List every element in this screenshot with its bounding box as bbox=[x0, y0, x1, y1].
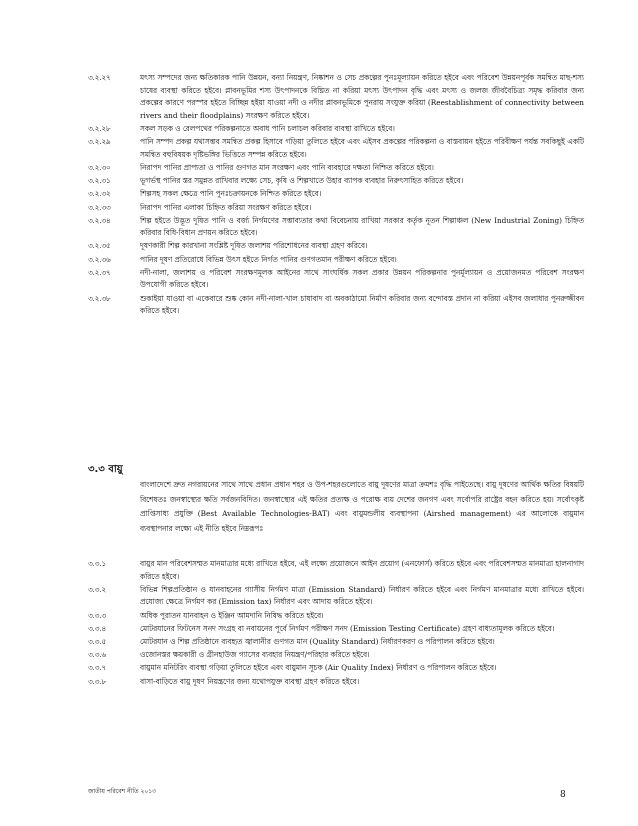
policy-item bbox=[88, 293, 584, 318]
item-text: মৎস্য সম্পদের জন্য ক্ষতিকারক পানি উন্নয়ন, বন্যা নিয়ন্ত্রণ, নিষ্কাশন ও সেচ প্রকল্পের পুনঃমূল্যায়ন করিতে হইবে এবং পরিবেশ উন্নয়নপূর্বক সমন্বিত মাছ-শস্য চাষের ব্যবস্থা করিতে হইবে। প্লাবনভূমির শস্য উৎপাদনকে বিঘ্নিত না করিয়া মৎস্য উৎপাদন বৃদ্ধি এবং মৎস্য ও জলজ জীববৈচিত্র্য সমৃদ্ধ করিবার জন্য প্রকল্পের কারণে পরস্পর হইতে বিচ্ছিন্ন হইয়া যাওয়া নদী ও নদীর প্লাবনভূমিকে পুনরায় সংযুক্ত করিয়া (Reestablishment of connectivity between rivers and their floodplains) সংরক্ষণ করিতে হইবে। bbox=[140, 73, 584, 120]
policy-item bbox=[88, 662, 584, 675]
item-number: ৩.২.২৮ bbox=[88, 123, 111, 133]
air-intro-paragraph: বাংলাদেশে দ্রুত নগরায়নের সাথে সাথে প্রধান প্রধান শহর ও উপ-শহরগুলোতে বায়ু দূষণের মাত্রা ক্রমশঃ বৃদ্ধি পাইতেছে। বায়ু দূষণের আর্থিক ক্ষতির বিষয়টি বিশেষতঃ জনস্বাস্থ্যের ক্ষতি সর্বজনবিদিত। জনস্বাস্থ্যের এই ক্ষতির প্রত্যক্ষ ও পরোক্ষ ব্যয় দেশের জনগণ এবং সর্বোপরি রাষ্ট্রের বহন করিতে হয়। সর্বোৎকৃষ্ট প্রাপ্তিসাধ্য প্রযুক্তি (Best Available Technologies-BAT) এবং বায়ুমন্ডলীয় ব্যবস্থাপনা (Airshed management) এর আলোকে বায়ুমান ব্যবস্থাপনার লক্ষ্যে এই নীতি হইবে নিম্নরূপঃ bbox=[140, 480, 584, 533]
item-text: শিল্প হইতে উদ্ভূত দূষিত পানি ও বর্জ্য নির্গমণের সম্ভাব্যতার কথা বিবেচনায় রাখিয়া সরকার কর্তৃক নূতন শিল্পাঞ্চল (New Industrial Zoning) চিহ্নিত করিবার বিধি-বিধান প্রণয়ন করিতে হইবে। bbox=[140, 215, 584, 238]
policy-item bbox=[88, 610, 584, 623]
item-number: ৩.২.৩৭ bbox=[88, 267, 111, 277]
item-text: মোটরযান ও শিল্প প্রতিষ্ঠানে ব্যবহৃত জ্বালানীর গুণগত মান (Quality Standard) নির্ধারণকরণ ও পরিপালন করিতে হইবে। bbox=[140, 636, 495, 646]
item-text: সকল সড়ক ও রেলপথের পরিকল্পনাতে অবাধ পানি চলাচল করিবার ব্যবস্থা রাখিতে হইবে। bbox=[140, 123, 395, 133]
item-number: ৩.২.৩৮ bbox=[88, 293, 111, 303]
section-heading-air: ৩.৩ বায়ু bbox=[88, 464, 123, 475]
item-number: ৩.২.৩২ bbox=[88, 189, 111, 199]
policy-item bbox=[88, 215, 584, 240]
policy-item bbox=[88, 649, 584, 662]
policy-item bbox=[88, 636, 584, 649]
item-number: ৩.৩.৭ bbox=[88, 663, 106, 673]
item-text: মোটরযানের ফিটনেস সনদ সংগ্রহ বা নবায়নের পূর্বে নির্গমণ পরীক্ষণ সনদ (Emission Testing Certificate) গ্রহণ বাধ্যতামূলক করিতে হইবে। bbox=[140, 623, 555, 633]
item-number: ৩.২.২৯ bbox=[88, 137, 111, 147]
item-text: নিরাপদ পানির এলাকা চিহ্নিত করিয়া সংরক্ষণ করিতে হইবে। bbox=[140, 202, 312, 212]
item-number: ৩.৩.৩ bbox=[88, 610, 106, 620]
item-text: ওজোনস্তর ক্ষয়কারী ও গ্রীনহাউজ গ্যাসের ব্যবহার নিয়ন্ত্রণ/পরিহার করিতে হইবে। bbox=[140, 650, 370, 660]
policy-item bbox=[88, 267, 584, 292]
item-text: বাসা-বাড়িতে বায়ু দূষণ নিয়ন্ত্রণের জন্য যথোপযুক্ত ব্যবস্থা গ্রহণ করিতে হইবে। bbox=[140, 676, 360, 686]
item-number: ৩.৩.৬ bbox=[88, 650, 106, 660]
policy-item bbox=[88, 240, 584, 253]
policy-item bbox=[88, 254, 584, 267]
item-number: ৩.২.২৭ bbox=[88, 73, 111, 82]
item-number: ৩.২.৩০ bbox=[88, 162, 111, 172]
item-number: ৩.২.৩১ bbox=[88, 176, 111, 186]
policy-item bbox=[88, 162, 584, 175]
policy-item bbox=[88, 558, 584, 583]
item-number: ৩.৩.২ bbox=[88, 584, 106, 594]
item-number: ৩.৩.৪ bbox=[88, 623, 106, 633]
item-number: ৩.২.৩৪ bbox=[88, 215, 111, 225]
item-text: অধিক পুরাতন যানবাহন ও ইঞ্জিন আমদানি নিষিদ্ধ করিতে হইবে। bbox=[140, 610, 324, 620]
item-number: ৩.৩.১ bbox=[88, 559, 106, 568]
policy-item bbox=[88, 584, 584, 609]
policy-item bbox=[88, 676, 584, 689]
item-text: বায়ুমান মনিটরিং ব্যবস্থা গড়িয়া তুলিতে হইবে এবং বায়ুমান সূচক (Air Quality Index) নির্ধারণ ও পরিপালন করিতে হইবে। bbox=[140, 663, 497, 673]
policy-item bbox=[88, 123, 584, 136]
item-text: নদী-নালা, জলাশয় ও পরিবেশ সংরক্ষণমূলক আইনের সাথে সাংঘর্ষিক সকল প্রকার উন্নয়ন পরিকল্পনার পুনর্মূল্যায়ন ও প্রয়োজনমত পরিবেশ সংরক্ষণ উপযোগী করিতে হইবে। bbox=[140, 267, 584, 290]
policy-item bbox=[88, 202, 584, 215]
policy-item bbox=[88, 188, 584, 201]
item-text: শিল্পসহ সকল ক্ষেত্রে পানি পুনঃচক্রায়নকে নিশ্চিত করিতে হইবে। bbox=[140, 189, 322, 199]
item-text: পানির দূষণ প্রতিরোধে বিভিন্ন উৎস হইতে নির্গত পানির গুণগতমান পরীক্ষণ করিতে হইবে। bbox=[140, 254, 397, 264]
item-number: ৩.২.৩৬ bbox=[88, 254, 111, 264]
item-number: ৩.২.৩৫ bbox=[88, 241, 111, 251]
item-text: বিভিন্ন শিল্পপ্রতিষ্ঠান ও যানবাহনের গ্যাসীয় নির্গমণ মাত্রা (Emission Standard) নির্ধারণ করিতে হইবে এবং নির্গমণ মানমাত্রার মধ্যে রাখিতে হইবে। প্রযোজ্য ক্ষেত্রে নির্গমণ কর (Emission tax) নির্ধারণ এবং আদায় করিতে হইবে। bbox=[140, 584, 584, 607]
page-number: 8 bbox=[560, 790, 566, 800]
item-text: ভূগর্ভস্থ পানির স্তর সমুন্নত রাখিবার লক্ষ্যে সেচ, কৃষি ও শিল্পখাতে উহার ব্যাপক ব্যবহার নিরুৎসাহিত করিতে হইবে। bbox=[140, 176, 464, 186]
item-text: শুকাইয়া যাওয়া বা একেবারে শুষ্ক কোন নদী-নালা-খাল চাষাবাদ বা অবকাঠামো নির্মাণ করিবার জন্য বন্দোবস্ত প্রদান না করিয়া এইসব জলাধার পুনরুজ্জীবন করিতে হইবে। bbox=[140, 293, 584, 316]
water-policy-items bbox=[88, 72, 584, 318]
air-policy-items bbox=[88, 558, 584, 689]
item-number: ৩.৩.৮ bbox=[88, 676, 106, 686]
item-number: ৩.৩.৫ bbox=[88, 636, 106, 646]
policy-item bbox=[88, 175, 584, 188]
item-text: দূষণকারী শিল্প কারখানা সংশ্লিষ্ট দূষিত জলাশয় পরিশোধনের ব্যবস্থা গ্রহণ করিবে। bbox=[140, 241, 368, 251]
policy-item bbox=[88, 623, 584, 636]
policy-item bbox=[88, 136, 584, 161]
item-text: নিরাপদ পানির প্রাপ্যতা ও পানির গুণগত মান সংরক্ষণ এবং পানি ব্যবহারে দক্ষতা নিশ্চিত করিতে হইবে। bbox=[140, 162, 434, 172]
footer-title: জাতীয় পরিবেশ নীতি ২০১৩ bbox=[88, 788, 157, 795]
item-text: বায়ুর মান পরিবেশসম্মত মানমাত্রার মধ্যে রাখিতে হইবে, এই লক্ষ্যে প্রয়োজনে আইন প্রয়োগ (এনফোর্স) করিতে হইবে এবং পরিবেশসম্মত মানমাত্রা হালনাগাদ করিতে হইবে। bbox=[140, 559, 584, 581]
item-text: পানি সম্পদ প্রকল্প যথাসম্ভব সমন্বিত প্রকল্প হিসাবে গড়িয়া তুলিতে হইবে এবং এইসব প্রকল্পের পরিকল্পনা ও বাস্তবায়ন হইতে পরিবীক্ষণ পর্যন্ত সবকিছুই একটি সমন্বিত বহুবিষয়ক দৃষ্টিভঙ্গির ভিত্তিতে সম্পন্ন করিতে হইবে। bbox=[140, 137, 584, 159]
policy-item bbox=[88, 72, 584, 122]
item-number: ৩.২.৩৩ bbox=[88, 202, 111, 212]
